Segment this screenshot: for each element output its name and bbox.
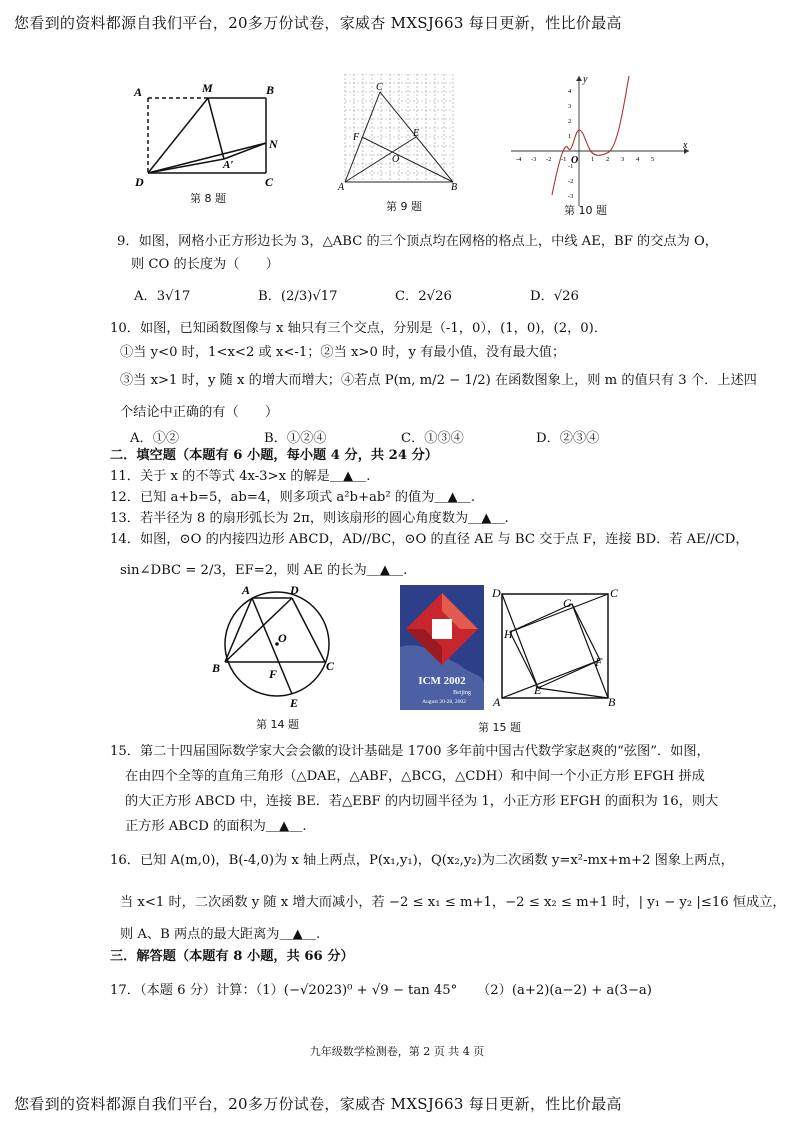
icm-title: ICM 2002 xyxy=(418,675,466,687)
fig10-label-x: x xyxy=(683,140,688,151)
q15-line2: 在由四个全等的直角三角形（△DAE，△ABF，△BCG，△CDH）和中间一个小正方形 EFGH 拼成 xyxy=(125,769,705,784)
fig10-xtick: -1 xyxy=(561,156,567,163)
figure-15 xyxy=(490,586,622,708)
section3-title: 三．解答题（本题有 8 小题，共 66 分） xyxy=(110,949,354,964)
q10-option-D: D．②③④ xyxy=(536,431,600,446)
q9-option-B: B．(2/3)√17 xyxy=(258,289,338,304)
icm-2002-logo xyxy=(400,585,484,710)
q11: 11．关于 x 的不等式 4x-3>x 的解是＿▲＿. xyxy=(110,469,371,484)
q14-line2: sin∠DBC = 2/3，EF=2，则 AE 的长为＿▲＿. xyxy=(120,563,408,578)
fig9-label-A: A xyxy=(338,182,345,193)
q15-line4: 正方形 ABCD 的面积为＿▲＿. xyxy=(125,819,307,834)
fig10-xtick: -4 xyxy=(516,156,522,163)
fig10-ytick: -3 xyxy=(568,193,574,200)
q10-option-A: A．①② xyxy=(130,431,180,446)
q10-line2: ①当 y<0 时，1<x<2 或 x<-1；②当 x>0 时，y 有最小值，没有最大值； xyxy=(120,345,566,360)
fig9-label-F: F xyxy=(353,132,360,143)
fig10-xtick: -3 xyxy=(531,156,537,163)
page-footer: 九年级数学检测卷，第 2 页 共 4 页 xyxy=(309,1045,485,1058)
fig10-ytick: 2 xyxy=(568,118,572,125)
fig14-caption: 第 14 题 xyxy=(256,718,299,731)
q16-line2: 当 x<1 时，二次函数 y 随 x 增大而减小，若 −2 ≤ x₁ ≤ m+1，−2 ≤ x₂ ≤ m+1 时，| y₁ − y₂ |≤16 恒成立， xyxy=(120,895,786,910)
icm-dates: August 20-28, 2002 xyxy=(422,699,466,705)
bottom-banner: 您看到的资料都源自我们平台，20多万份试卷，家威杏 MXSJ663 每日更新，性比价最高 xyxy=(14,1095,622,1113)
fig15-label-E: E xyxy=(534,683,542,697)
fig15-label-F: F xyxy=(595,655,603,669)
q10-line3: ③当 x>1 时，y 随 x 的增大而增大；④若点 P(m, m/2 − 1/2) 在函数图象上，则 m 的值只有 3 个．上述四 xyxy=(120,373,757,388)
fig8-caption: 第 8 题 xyxy=(190,192,226,205)
fig10-xtick: 4 xyxy=(636,156,640,163)
fig14-label-E: E xyxy=(290,696,299,710)
fig9-label-C: C xyxy=(376,82,383,93)
fig9-label-E: E xyxy=(413,128,420,139)
q9-option-A: A．3√17 xyxy=(134,289,191,304)
fig15-label-H: H xyxy=(504,627,513,641)
fig10-xtick: 1 xyxy=(591,156,595,163)
q9-line2: 则 CO 的长度为（ ） xyxy=(131,257,279,272)
fig14-label-F: F xyxy=(269,667,278,681)
figure-9 xyxy=(335,74,465,194)
fig15-label-B: B xyxy=(608,695,616,708)
fig8-label-A: A xyxy=(134,85,143,99)
fig10-ytick: -2 xyxy=(568,178,574,185)
q14-line1: 14．如图，⊙O 的内接四边形 ABCD，AD//BC，⊙O 的直径 AE 与 BC 交于点 F，连接 BD．若 AE//CD， xyxy=(110,532,749,547)
fig10-xtick: 2 xyxy=(606,156,610,163)
q15-line1: 15．第二十四届国际数学家大会会徽的设计基础是 1700 多年前中国古代数学家赵爽的“弦图”．如图， xyxy=(110,744,710,759)
section2-title: 二．填空题（本题有 6 小题，每小题 4 分，共 24 分） xyxy=(110,448,438,463)
fig15-label-C: C xyxy=(610,586,619,600)
q15-line3: 的大正方形 ABCD 中，连接 BE．若△EBF 的内切圆半径为 1，小正方形 EFGH 的面积为 16，则大 xyxy=(125,794,719,809)
fig8-label-C: C xyxy=(265,175,274,189)
fig14-label-A: A xyxy=(242,583,251,597)
fig8-label-A-prime: A′ xyxy=(223,159,234,171)
q10-option-C: C．①③④ xyxy=(401,431,464,446)
q10-line1: 10．如图，已知函数图像与 x 轴只有三个交点，分别是（-1，0），(1，0)，(2，0)． xyxy=(110,321,608,336)
fig8-label-M: M xyxy=(202,81,213,95)
fig10-ytick: 4 xyxy=(568,88,572,95)
fig9-caption: 第 9 题 xyxy=(386,200,422,213)
q17: 17．（本题 6 分）计算：（1）(−√2023)⁰ + √9 − tan 45° （2）(a+2)(a−2) + a(3−a) xyxy=(110,983,652,998)
q9-option-C: C．2√26 xyxy=(395,289,452,304)
fig8-label-B: B xyxy=(266,83,275,97)
fig10-ytick: 1 xyxy=(568,133,572,140)
q16-line1: 16．已知 A(m,0)，B(-4,0)为 x 轴上两点，P(x₁,y₁)，Q(x₂,y₂)为二次函数 y=x²-mx+m+2 图象上两点， xyxy=(110,853,734,868)
fig9-label-B: B xyxy=(451,182,458,193)
q10-line4: 个结论中正确的有（ ） xyxy=(120,405,279,420)
fig10-caption: 第 10 题 xyxy=(564,204,607,217)
fig8-label-D: D xyxy=(135,175,144,189)
icm-city: Beijing xyxy=(453,690,471,696)
q9-option-D: D．√26 xyxy=(530,289,579,304)
fig10-label-y: y xyxy=(583,74,588,85)
fig14-label-O: O xyxy=(278,631,287,645)
fig8-label-N: N xyxy=(269,137,278,151)
fig10-ytick: 3 xyxy=(568,103,572,110)
figure-14 xyxy=(204,582,350,710)
fig15-label-D: D xyxy=(492,586,501,600)
figure-8 xyxy=(128,76,288,194)
fig15-caption: 第 15 题 xyxy=(478,721,521,734)
q13: 13．若半径为 8 的扇形弧长为 2π，则该扇形的圆心角度数为＿▲＿. xyxy=(110,511,509,526)
fig10-xtick: -2 xyxy=(546,156,552,163)
fig14-label-B: B xyxy=(212,661,221,675)
q12: 12．已知 a+b=5，ab=4，则多项式 a²b+ab² 的值为＿▲＿. xyxy=(110,490,476,505)
fig10-label-O: O xyxy=(571,155,579,166)
fig14-label-D: D xyxy=(290,583,299,597)
fig15-label-G: G xyxy=(563,596,572,610)
fig9-label-O: O xyxy=(392,154,400,165)
fig14-label-C: C xyxy=(326,659,335,673)
fig15-label-A: A xyxy=(493,695,501,708)
q10-option-B: B．①②④ xyxy=(264,431,327,446)
fig10-xtick: 3 xyxy=(621,156,625,163)
figure-10 xyxy=(505,70,695,212)
top-banner: 您看到的资料都源自我们平台，20多万份试卷，家威杏 MXSJ663 每日更新，性比价最高 xyxy=(14,14,622,32)
q9-line1: 9．如图，网格小正方形边长为 3，△ABC 的三个顶点均在网格的格点上，中线 AE，BF 的交点为 O， xyxy=(117,234,718,249)
fig10-ytick: -1 xyxy=(568,163,574,170)
fig10-xtick: 5 xyxy=(651,156,655,163)
q16-line3: 则 A、B 两点的最大距离为＿▲＿. xyxy=(120,927,321,942)
